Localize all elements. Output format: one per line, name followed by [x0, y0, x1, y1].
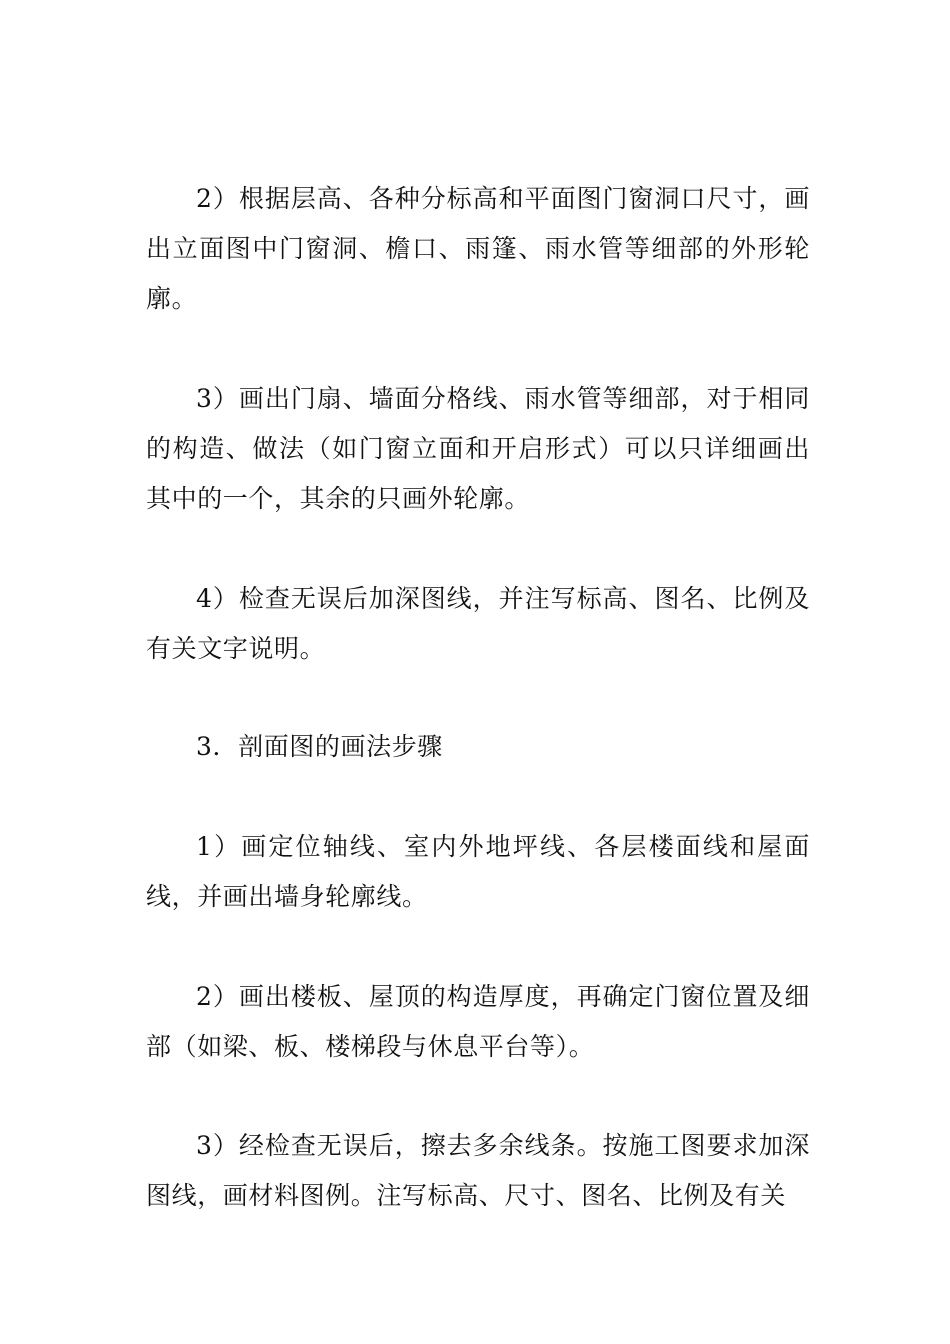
paragraph-section-step-1: 1）画定位轴线、室内外地坪线、各层楼面线和屋面线，并画出墙身轮廓线。 [146, 832, 810, 911]
paragraph-elevation-step-2: 2）根据层高、各种分标高和平面图门窗洞口尺寸，画出立面图中门窗洞、檐口、雨篷、雨水管等细部的外形轮廓。 [146, 184, 810, 313]
paragraph-section-step-3: 3）经检查无误后，擦去多余线条。按施工图要求加深图线，画材料图例。注写标高、尺寸、图名、比例及有关 [146, 1131, 810, 1210]
paragraph-elevation-step-3: 3）画出门扇、墙面分格线、雨水管等细部，对于相同的构造、做法（如门窗立面和开启形式）可以只详细画出其中的一个，其余的只画外轮廓。 [146, 384, 810, 513]
paragraph-section-step-2: 2）画出楼板、屋顶的构造厚度，再确定门窗位置及细部（如梁、板、楼梯段与休息平台等）。 [146, 982, 810, 1061]
paragraph-elevation-step-4: 4）检查无误后加深图线，并注写标高、图名、比例及有关文字说明。 [146, 584, 810, 663]
section-heading-section-drawing-steps: 3．剖面图的画法步骤 [196, 732, 443, 761]
